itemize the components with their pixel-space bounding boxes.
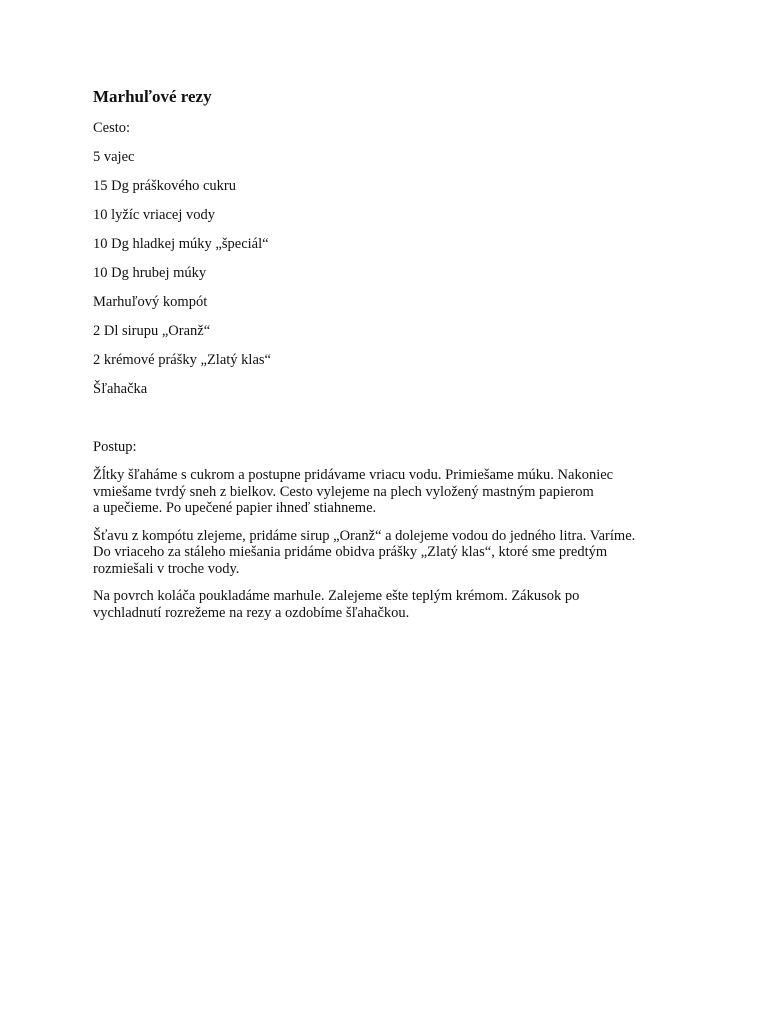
- ingredient-item: 15 Dg práškového cukru: [93, 178, 236, 194]
- ingredient-item: 10 lyžíc vriacej vody: [93, 207, 215, 223]
- procedure-heading: Postup:: [93, 439, 137, 455]
- ingredient-item: 2 Dl sirupu „Oranž“: [93, 323, 211, 339]
- procedure-paragraph: Žĺtky šľaháme s cukrom a postupne pridávame vriacu vodu. Primiešame múku. Nakoniec vmiešame tvrdý sneh z bielkov. Cesto vylejeme na plech vyložený mastným papierom a upečieme. Po upečené papier ihneď stiahneme.: [93, 467, 614, 516]
- ingredient-item: 2 krémové prášky „Zlatý klas“: [93, 352, 271, 368]
- ingredient-item: 10 Dg hrubej múky: [93, 265, 207, 281]
- document-body: [93, 86, 683, 632]
- ingredient-item: 10 Dg hladkej múky „špeciál“: [93, 236, 269, 252]
- ingredients-heading: Cesto:: [93, 120, 131, 136]
- procedure-paragraph: Na povrch koláča poukladáme marhule. Zalejeme ešte teplým krémom. Zákusok po vychladnutí rozrežeme na rezy a ozdobíme šľahačkou.: [93, 588, 580, 621]
- ingredient-item: Šľahačka: [93, 381, 148, 397]
- section-spacer: [93, 409, 683, 438]
- recipe-title: Marhuľové rezy: [93, 87, 212, 106]
- ingredient-item: 5 vajec: [93, 149, 135, 165]
- procedure-steps: [93, 467, 683, 621]
- ingredient-list: [93, 148, 683, 398]
- ingredient-item: Marhuľový kompót: [93, 294, 208, 310]
- procedure-paragraph: Šťavu z kompótu zlejeme, pridáme sirup „Oranž“ a dolejeme vodou do jedného litra. Varíme. Do vriaceho za stáleho miešania pridáme obidva prášky „Zlatý klas“, ktoré sme predtým rozmiešali v troche vody.: [93, 527, 636, 577]
